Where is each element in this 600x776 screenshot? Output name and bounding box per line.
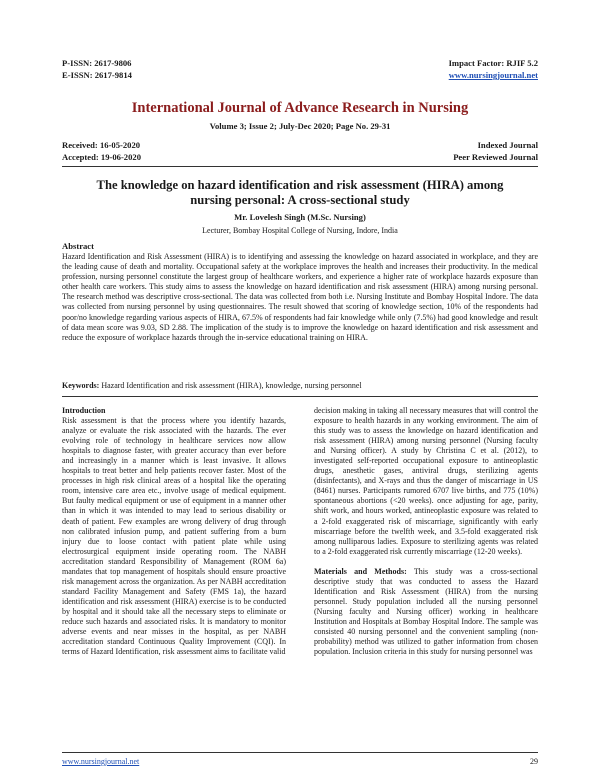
left-column [62,406,286,657]
accepted-date: Accepted: 19-06-2020 [62,152,141,162]
methods-text: This study was a cross-sectional descriptive study that was conducted to assess the Hazard Identification and Risk Assessment (HIRA) from the nursing personnel. Study population included all the nursing personnel (Nursing faculty and Nursing officer) working in healthcare Institution and Hospitals at Bombay Hospital Indore. The sample was consisted 40 nursing personnel and the convenient sampling (non-probability) method was utilized to gather information from chosen population. Inclusion criteria in this study for nursing personnel was [314,566,539,657]
impact-factor: Impact Factor: RJIF 5.2 [448,58,538,68]
methods-heading: Materials and Methods: [314,566,407,576]
methods-paragraph [314,567,538,657]
abstract-text: Hazard Identification and Risk Assessment (HIRA) is to identifying and assessing the knowledge on hazard associated in workplace, and they are the leading cause of death and mortality. Occupational safety at the workplace improves the health and increases their productivity. In the medical profession, nursing personnel constitute the largest group of healthcare workers, and experience a higher rate of workplace hazards exposure than other health care workers. This study aims to assess the knowledge on hazard identification and risk assessment (HIRA) among nursing personal. The research method was descriptive cross-sectional. The data was collected from both i.e. Nursing Institute and Bombay Hospital Indore. The data was collected from nursing personnel by using questionnaires. The result showed that scoring of knowledge section, 10% of the respondents had poor/no knowledge regarding various aspects of HIRA, 67.5% of respondents had fair knowledge while only (7.5%) had good knowledge and result of data mean score was 9.03, SD 2.88. The implication of the study is to improve the knowledge on hazard identification and risk assessment and reduce the exposure of workplace hazards through the in-service educational training on HIRA. [62,252,538,342]
received-date: Received: 16-05-2020 [62,140,141,150]
footer-website-link[interactable]: www.nursingjournal.net [62,757,140,766]
keywords-line [62,381,538,390]
keywords-label: Keywords: [62,381,100,390]
journal-website-link[interactable]: www.nursingjournal.net [448,70,538,80]
affiliation: Lecturer, Bombay Hospital College of Nursing, Indore, India [202,226,398,235]
volume-info: Volume 3; Issue 2; July-Dec 2020; Page No. 29-31 [209,121,391,131]
keywords-text: Hazard Identification and risk assessment (HIRA), knowledge, nursing personnel [101,381,362,390]
p-issn: P-ISSN: 2617-9806 [62,58,132,68]
intro-heading: Introduction [62,406,106,415]
right-column [314,406,538,657]
right-text-1: decision making in taking all necessary measures that will control the exposure to health hazards in any working environment. The aim of this study was to assess the knowledge on hazard identification and risk assessment (HIRA) among nursing personnel (Nursing faculty and Nursing officer). A study by Christina C et al. (2012), to investigated self-reported occupational exposure to antineoplastic drugs, anesthetic gases, antiviral drugs, sterilizing agents (disinfectants), and X-rays and thus the danger of miscarriage in US (8461) nurses. Participants rumored 6707 live births, and 775 (10%) spontaneous abortions (<20 weeks). once adjusting for age, parity, shift work, and hours worked, antineoplastic exposure was related to a 2-fold exaggerated risk of miscarriage, significantly with early miscarriage before the twelfth week, and 3.5-fold exaggerated risk among nulliparous ladies. Exposure to sterilizing agents was related to a 2-fold exaggerated risk currently miscarriage (12-20 weeks). [314,406,538,556]
article-title: The knowledge on hazard identification and risk assessment (HIRA) among nursing personal: A cross-sectional study [96,178,504,207]
author: Mr. Lovelesh Singh (M.Sc. Nursing) [234,212,366,222]
header-divider [62,166,538,167]
abstract-divider [62,396,538,397]
footer-divider [62,752,538,753]
e-issn: E-ISSN: 2617-9814 [62,70,132,80]
journal-name: International Journal of Advance Research in Nursing [131,100,469,116]
peer-reviewed-label: Peer Reviewed Journal [453,152,538,162]
page-number: 29 [530,757,538,766]
abstract-heading: Abstract [62,241,94,251]
indexed-label: Indexed Journal [477,140,538,150]
intro-text: Risk assessment is that the process where you identify hazards, analyze or evaluate the risk associated with the hazards. The ever evolving role of technology in healthcare services now allow hospitals to diagnose faster, with greater accuracy than ever before and increasingly in a manner which is least invasive. It allows hospitals to treat better and help patients recover faster. Most of the processes in high risk clinical areas of a hospital like the operating room, intensive care area etc., involve usage of medical equipment. But faulty medical equipment or use of equipment in a manner other than in which it was intended to may lead to serious disability or death of patient. Few examples are wrong delivery of drug through non calibrated infusion pump, and patient suffering from a burn injury due to loose contact with patient plate while using electrosurgical equipment inside operating room. The NABH accreditation standard Responsibility of Management (ROM 6a) mandates that top management of hospitals should ensure proactive risk management across the organization. As per NABH accreditation standard Facility Management and Safety (FMS 1a), the hazard identification and risk assessment (HIRA) exercise is to be conducted by hospital and it should take all the necessary steps to eliminate or reduce such hazards and associated risks. It is mandatory to monitor adverse events and near misses in the hospital, as per NABH accreditation standard Continuous Quality Improvement (CQI). In terms of Hazard Identification, risk assessment aims to facilitate valid [62,416,286,657]
